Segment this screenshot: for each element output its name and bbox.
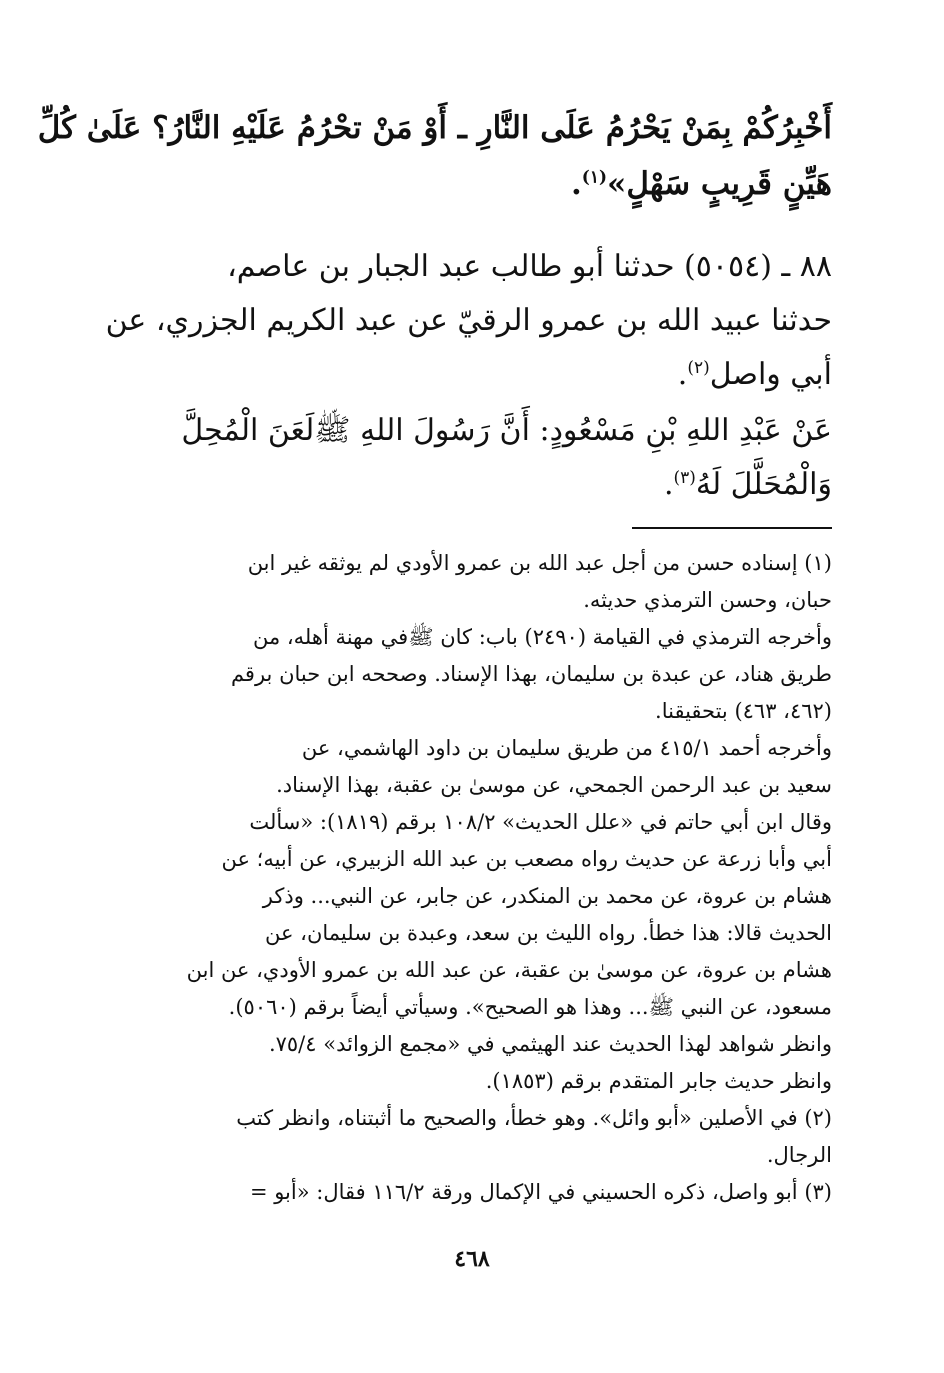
footnote-1-tirmidhi-line-1: وأخرجه الترمذي في القيامة (٢٤٩٠) باب: كان ﷺفي مهنة أهله، من (252, 625, 832, 649)
footnote-1-ahmad-line-1: وأخرجه أحمد ٤١٥/١ من طريق سليمان بن داود الهاشمي، عن (301, 736, 832, 760)
hadith-88-matn-line-2-text: وَالْمُحَلَّلَ لَهُ (695, 467, 832, 502)
hadith-87-line-2 (132, 156, 832, 212)
hadith-88-isnad-line-1: ٨٨ ـ (٥٠٥٤) حدثنا أبو طالب عبد الجبار بن عاصم، (227, 249, 832, 284)
footnote-ref-1: (١) (581, 167, 607, 188)
footnote-2-line-1: (٢) في الأصلين «أبو وائل». وهو خطأ، والصحيح ما أثبتناه، وانظر كتب (236, 1106, 832, 1130)
hadith-88-matn-line-2 (132, 458, 832, 512)
hadith-87-ending (37, 100, 832, 212)
footnote-1-line-2: حبان، وحسن الترمذي حديثه. (583, 588, 832, 612)
hadith-87-line-2-text: هَيِّنٍ قَرِيبٍ سَهْلٍ» (607, 166, 832, 202)
footnote-2-line-2: الرجال. (766, 1143, 832, 1167)
hadith-88-matn (132, 404, 832, 512)
footnote-1-tirmidhi-line-2: طريق هناد، عن عبدة بن سليمان، بهذا الإسناد. وصححه ابن حبان برقم (230, 662, 832, 686)
hadith-87-line-1: أَخْبِرُكُمْ بِمَنْ يَحْرُمُ عَلَى النَّارِ ـ أَوْ مَنْ تحْرُمُ عَلَيْهِ النَّارُ؟ عَلَىٰ كُلِّ (37, 110, 832, 146)
hadith-88-isnad-line-3-text: أبي واصل (709, 357, 832, 392)
hadith-88-isnad-line-3-end: . (677, 357, 688, 392)
page-number: ٤٦٨ (454, 1246, 490, 1272)
footnote-1-ahmad-line-2: سعيد بن عبد الرحمن الجمحي، عن موسىٰ بن عقبة، بهذا الإسناد. (276, 773, 832, 797)
footnote-1-shawahid-line-2: وانظر حديث جابر المتقدم برقم (١٨٥٣). (485, 1069, 832, 1093)
footnote-1-hatim-line-5: هشام بن عروة، عن موسىٰ بن عقبة، عن عبد الله بن عمرو الأودي، عن ابن (186, 958, 832, 982)
footnote-divider (632, 527, 832, 529)
hadith-88-isnad (105, 240, 832, 402)
footnote-1-hatim-line-3: هشام بن عروة، عن محمد بن المنكدر، عن جابر، عن النبي... وذكر (262, 884, 832, 908)
footnote-1-hatim-line-1: وقال ابن أبي حاتم في «علل الحديث» ١٠٨/٢ برقم (١٨١٩): «سألت (249, 810, 832, 834)
footnotes (132, 545, 832, 1211)
hadith-88-matn-line-1: عَنْ عَبْدِ اللهِ بْنِ مَسْعُودٍ: أَنَّ رَسُولَ اللهِ ﷺلَعَنَ الْمُحِلَّ (181, 413, 832, 448)
footnote-3-line-1: (٣) أبو واصل، ذكره الحسيني في الإكمال ورقة ١١٦/٢ فقال: «أبو = (249, 1180, 832, 1204)
hadith-87-line-2-end: . (570, 166, 582, 202)
hadith-88-matn-line-2-end: . (663, 467, 674, 502)
footnote-1-tirmidhi-line-3: (٤٦٢، ٤٦٣) بتحقيقنا. (655, 699, 832, 723)
footnote-ref-3: (٣) (673, 468, 696, 488)
footnote-ref-2: (٢) (687, 358, 710, 378)
footnote-1-hatim-line-4: الحديث قالا: هذا خطأ. رواه الليث بن سعد، وعبدة بن سليمان، عن (264, 921, 832, 945)
hadith-88-isnad-line-3 (132, 348, 832, 402)
footnote-1-hatim-line-6: مسعود، عن النبي ﷺ... وهذا هو الصحيح». وسيأتي أيضاً برقم (٥٠٦٠). (228, 995, 832, 1019)
footnote-1-line-1: (١) إسناده حسن من أجل عبد الله بن عمرو الأودي لم يوثقه غير ابن (247, 551, 832, 575)
hadith-88-isnad-line-2: حدثنا عبيد الله بن عمرو الرقيّ عن عبد الكريم الجزري، عن (105, 303, 832, 338)
footnote-1-hatim-line-2: أبي وأبا زرعة عن حديث رواه مصعب بن عبد الله الزبيري، عن أبيه؛ عن (221, 847, 832, 871)
footnote-1-shawahid-line-1: وانظر شواهد لهذا الحديث عند الهيثمي في «مجمع الزوائد» ٧٥/٤. (268, 1032, 832, 1056)
